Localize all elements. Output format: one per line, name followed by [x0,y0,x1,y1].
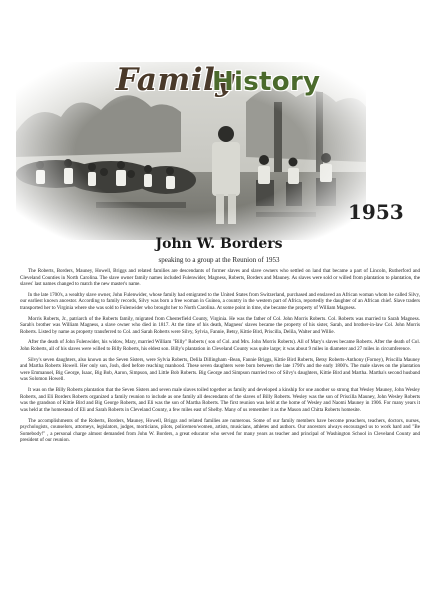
paragraph: In the late 1700's, a wealthy slave owner, John Fulenwider, whose family had emigrated to the United States from Switzerland, purchased and enslaved an African woman whom he called Silvy, our earliest known ancestor. According to family records, Silvy was born a free woman in Guinea, a country in the western part of Africa, reportedly the daughter of an African chief. Slave traders transported her to Virginia where she was sold to Fulenwider who brought her to North Carolina. At some point in time, she became the property of William Magness. [20,291,420,311]
paragraph: After the death of John Fulenwider, his widow, Mary, married William "Billy" Roberts ( son of Col. and Mrs. John Morris Roberts). All of Mary's slaves became Roberts. After the death of Col. John Roberts, all of his slaves were willed to Billy Roberts, his eldest son. Billy's plantation in Cleveland County was quite large; it was about 9 miles in diameter and 27 miles in circumference. [20,339,420,353]
paragraph: Silvy's seven daughters, also known as the Seven Sisters, were Sylvia Roberts, Delila Dillingham -Bean, Fannie Briggs, Kittie Bird Roberts, Betsy Roberts-Anthony (Forney), Priscilla Mauney and Martha Roberts Howell. Her only son, Josh, died before reaching manhood. These seven daughters were born between the late 1790's and the early 1800's. The male slaves on the plantation were Emmanuel, Big George, Isaac, Big Bob, Aaron, Simpson, and Little Bob Roberts. Big George and Simpson married two of Silvy's daughters, Kittie Bird and Martha. Martha's second husband was Solomon Howell. [20,356,420,383]
paragraph: Morris Roberts, Jr., patriarch of the Roberts family, migrated from Chesterfield County, Virginia. He was the father of Col. John Morris Roberts. Col. Roberts was married to Sarah Magness. Sarah's brother was William Magness, a slave owner who died in 1817. At the time of his death, Magness' slaves became the property of his sister, Sarah, and brother-in-law Col. John Morris Roberts. Listed by name as property transferred to Col. and Sarah Roberts were Silvy, Sylvia, Fannie, Betsy, Kittie Bird, Priscilla, Delila, Walter and Willie. [20,315,420,335]
caption-subtitle: speaking to a group at the Reunion of 1953 [158,256,280,264]
article-body [20,268,420,448]
title-family: Family [116,62,234,98]
caption-name: John W. Borders [155,236,283,252]
page-title [116,60,366,106]
paragraph: The Roberts, Borders, Mauney, Howell, Briggs and related families are descendants of former slaves and slave owners who settled on land that became a part of Lincoln, Rutherford and Cleveland Counties in North Carolina. The slave owner family names included Fulenwider, Magness, Roberts, Borders and Mauney. As slaves were sold or willed from plantation to plantation, the slaves' last names changed to match the new master's name. [20,268,420,288]
paragraph: It was on the Billy Roberts plantation that the Seven Sisters and seven male slaves toiled together as family and developed a kinship for one another so strong that Wesley Mauney, John Wesley Roberts, and Eli Borders Roberts organized a family reunion to include as one family all descendants of the slaves of Billy Roberts. Wesley was the son of Priscilla Mauney, John Wesley Roberts was the grandson of Kittie Bird and Big George Roberts, and Eli was the son of Martha Roberts. The first reunion was held at the home of Wesley and Naomi Mauney in 1906. For many years it was held at the homestead of Eli and Sarah Roberts in Cleveland County, a few miles east of Shelby. Many of us remember it as the Mason and Chitta Roberts homesite. [20,387,420,413]
year-label: 1953 [348,200,404,224]
paragraph: The accomplishments of the Roberts, Borders, Mauney, Howell, Briggs and related families are numerous. Some of our family members have become preachers, teachers, doctors, nurses, psychologists, counselors, attorneys, legislators, judges, morticians, pilots, policemen/women, artists, musicians, athletes and authors. Our ancestors always encouraged us to work hard and "Be Somebody!" , a personal charge almost demanded from John W. Borders, a great educator who served for many years as teacher and principal of Washington School in Cleveland County and president of our reunion. [20,417,420,444]
title-history: History [212,67,321,97]
